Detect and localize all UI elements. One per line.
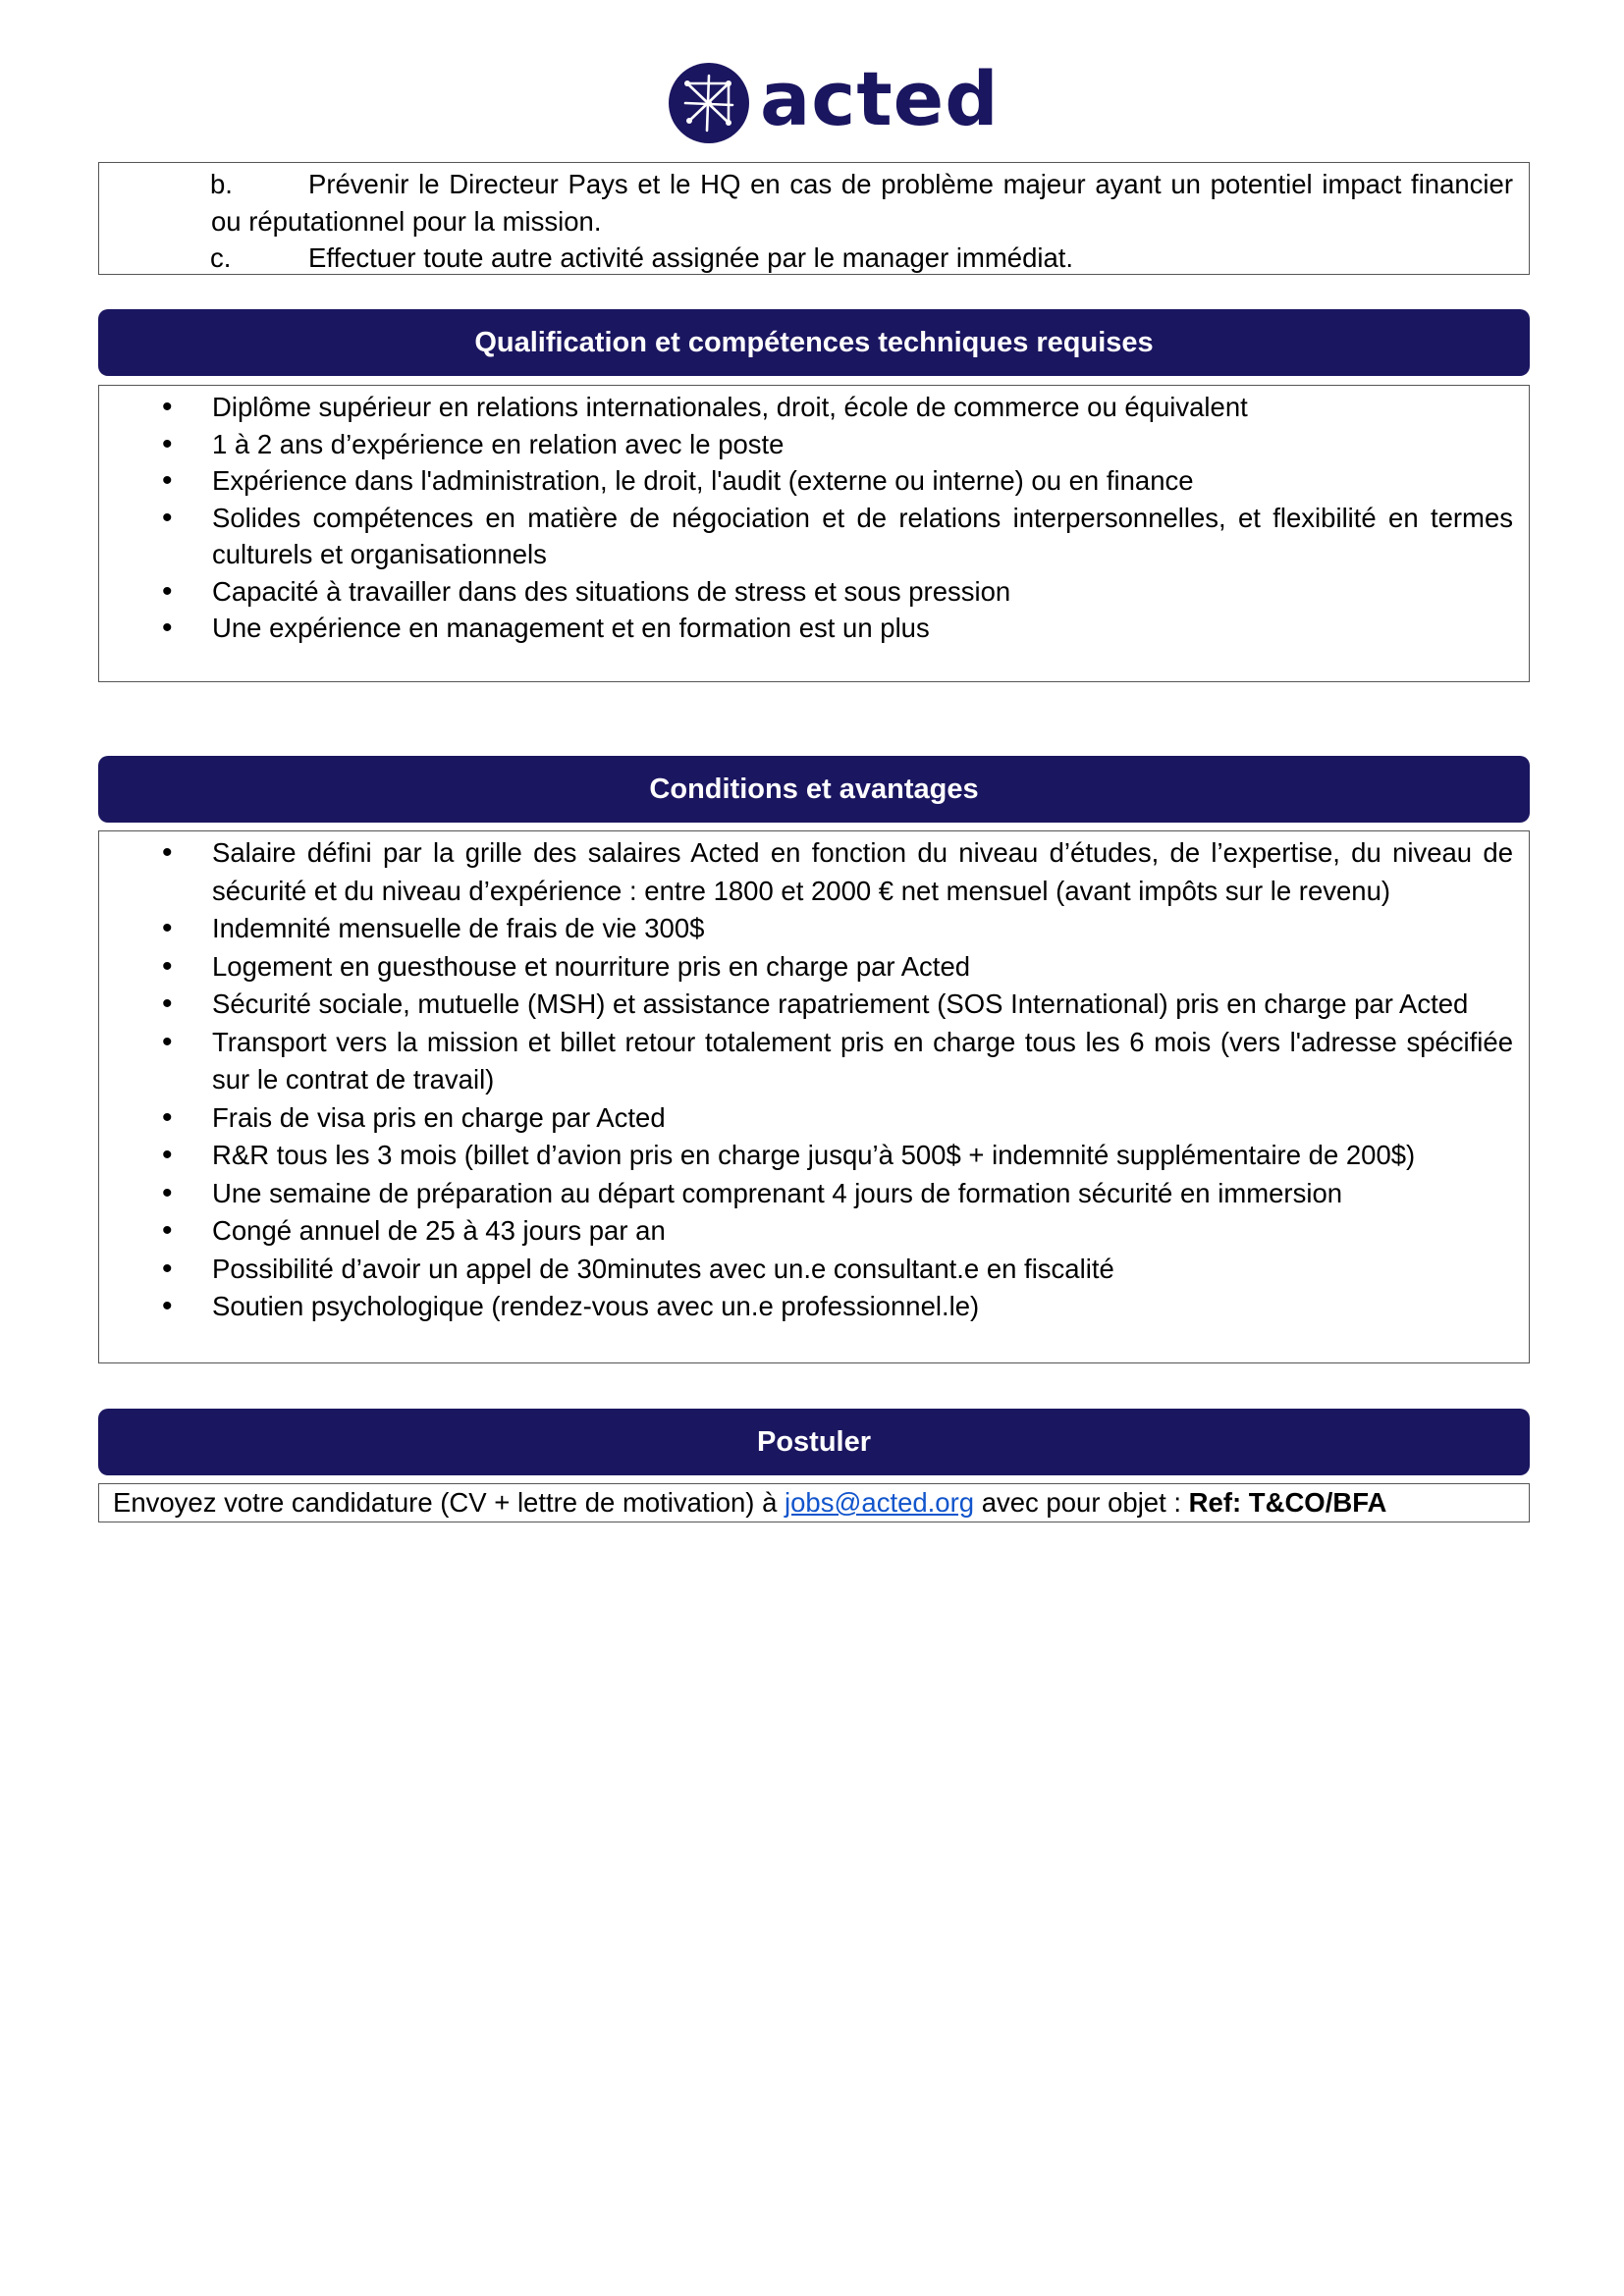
conditions-box: [98, 830, 1530, 1363]
acted-globe-icon: [668, 62, 750, 144]
postuler-prefix: Envoyez votre candidature (CV + lettre de motivation) à: [113, 1487, 785, 1518]
list-item: • Soutien psychologique (rendez-vous avec un.e professionnel.le): [99, 1288, 1529, 1326]
list-item: • Une semaine de préparation au départ comprenant 4 jours de formation sécurité en immersion: [99, 1175, 1529, 1213]
section-header-qualifications: Qualification et compétences techniques requises: [98, 309, 1530, 376]
postuler-box: [98, 1483, 1530, 1522]
logo-text: acted: [760, 55, 1000, 142]
list-item: • Transport vers la mission et billet retour totalement pris en charge tous les 6 mois (vers l'adresse spécifiée sur le contrat de travail): [99, 1024, 1529, 1099]
item-text: Effectuer toute autre activité assignée par le manager immédiat.: [308, 242, 1074, 273]
email-link[interactable]: jobs@acted.org: [785, 1487, 975, 1518]
list-item: • Sécurité sociale, mutuelle (MSH) et assistance rapatriement (SOS International) pris en charge par Acted: [99, 986, 1529, 1024]
postuler-text: [99, 1484, 1529, 1522]
list-item: • Frais de visa pris en charge par Acted: [99, 1099, 1529, 1138]
section-header-postuler: Postuler: [98, 1409, 1530, 1475]
list-item: • Logement en guesthouse et nourriture pris en charge par Acted: [99, 948, 1529, 987]
acted-logo: [668, 55, 1000, 145]
item-label: c.: [210, 242, 232, 273]
list-item: • Congé annuel de 25 à 43 jours par an: [99, 1212, 1529, 1251]
job-reference: Ref: T&CO/BFA: [1188, 1487, 1387, 1518]
list-item: • Expérience dans l'administration, le droit, l'audit (externe ou interne) ou en finance: [99, 462, 1529, 500]
list-item: • Possibilité d’avoir un appel de 30minutes avec un.e consultant.e en fiscalité: [99, 1251, 1529, 1289]
list-item: • R&R tous les 3 mois (billet d’avion pris en charge jusqu’à 500$ + indemnité supplémentaire de 200$): [99, 1137, 1529, 1175]
list-item: • 1 à 2 ans d’expérience en relation avec le poste: [99, 426, 1529, 463]
list-item: • Indemnité mensuelle de frais de vie 300$: [99, 910, 1529, 948]
item-text: Prévenir le Directeur Pays et le HQ en cas de problème majeur ayant un potentiel impact financier ou réputationnel pour la mission.: [211, 169, 1513, 237]
lettered-item: [99, 240, 1529, 277]
item-label: b.: [210, 169, 233, 199]
list-item: • Solides compétences en matière de négociation et de relations interpersonnelles, et flexibilité en termes culturels et organisationnels: [99, 500, 1529, 573]
section-header-conditions: Conditions et avantages: [98, 756, 1530, 823]
list-item: • Diplôme supérieur en relations internationales, droit, école de commerce ou équivalent: [99, 389, 1529, 426]
lettered-item: [99, 166, 1529, 240]
qualifications-list: [99, 389, 1529, 647]
conditions-list: [99, 834, 1529, 1326]
top-box: [98, 162, 1530, 275]
list-item: • Capacité à travailler dans des situations de stress et sous pression: [99, 573, 1529, 611]
postuler-middle: avec pour objet :: [974, 1487, 1189, 1518]
qualifications-box: [98, 385, 1530, 682]
list-item: • Salaire défini par la grille des salaires Acted en fonction du niveau d’études, de l’expertise, du niveau de sécurité et du niveau d’expérience : entre 1800 et 2000 € net mensuel (avant impôts sur le revenu): [99, 834, 1529, 910]
list-item: • Une expérience en management et en formation est un plus: [99, 610, 1529, 647]
